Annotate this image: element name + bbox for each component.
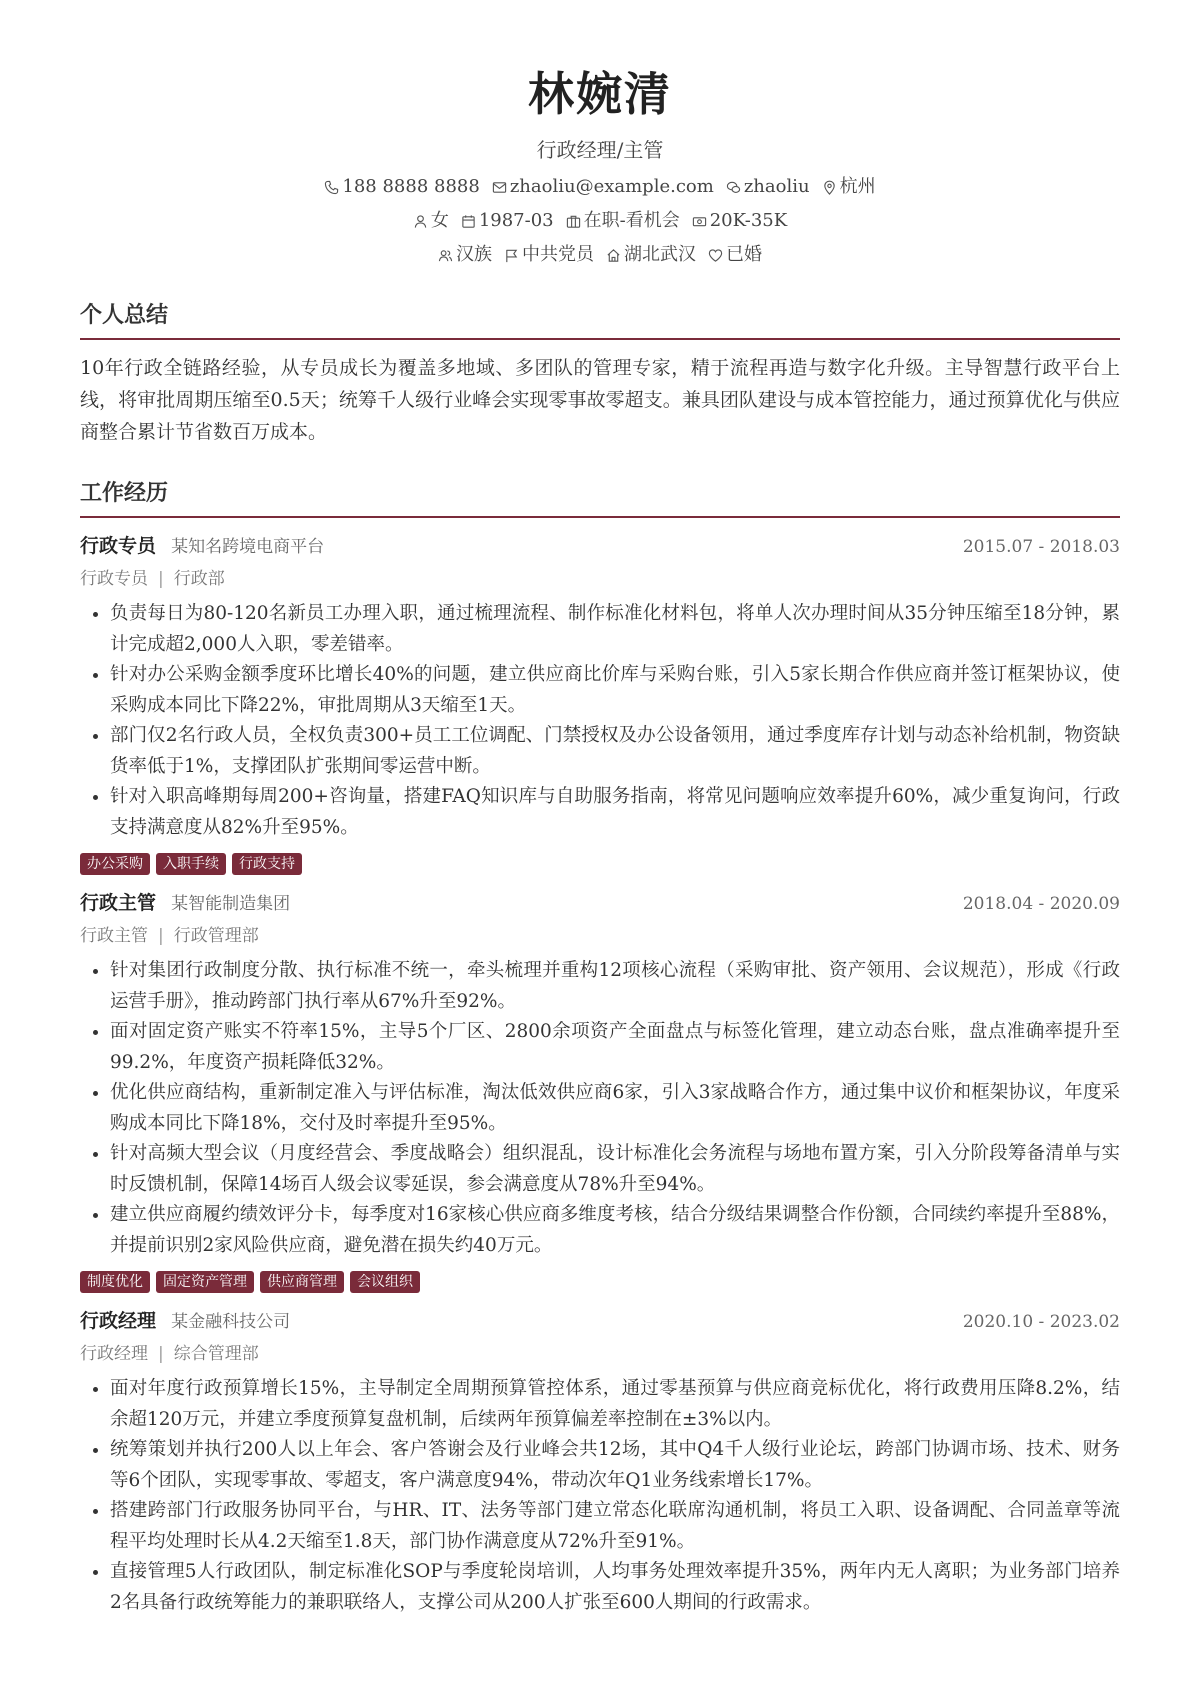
summary-section xyxy=(80,300,1120,448)
separator: | xyxy=(158,926,164,946)
job-department: 行政部 xyxy=(173,569,225,589)
flag-icon xyxy=(504,248,519,263)
job-position: 行政主管 xyxy=(80,926,148,946)
skill-tag: 供应商管理 xyxy=(260,1271,344,1293)
job-tags xyxy=(80,853,1120,875)
job-header xyxy=(80,532,1120,561)
job-department: 行政管理部 xyxy=(173,926,259,946)
job-bullet: • 面对年度行政预算增长15%，主导制定全周期预算管控体系，通过零基预算与供应商竞标优化，将行政费用压降8.2%，结余超120万元，并建立季度预算复盘机制，后续两年预算偏差率控制在±3%以内。 xyxy=(110,1374,1120,1435)
money-icon xyxy=(692,214,707,229)
job-header xyxy=(80,889,1120,918)
job-company: 某知名跨境电商平台 xyxy=(171,537,325,557)
wechat-icon xyxy=(726,180,741,195)
job-date: 2015.07 - 2018.03 xyxy=(962,537,1120,557)
work-title: 工作经历 xyxy=(80,478,1120,518)
phone-icon xyxy=(324,180,339,195)
job-bullets xyxy=(80,1374,1120,1618)
skill-tag: 固定资产管理 xyxy=(156,1271,254,1293)
salary-info xyxy=(692,208,787,234)
summary-text: 10年行政全链路经验，从专员成长为覆盖多地域、多团队的管理专家，精于流程再造与数字化升级。主导智慧行政平台上线，将审批周期压缩至0.5天；统筹千人级行业峰会实现零事故零超支。兼具团队建设与成本管控能力，通过预算优化与供应商整合累计节省数百万成本。 xyxy=(80,357,1120,443)
job-header xyxy=(80,1307,1120,1336)
city-info xyxy=(822,174,876,200)
job-bullets xyxy=(80,956,1120,1261)
job-tags xyxy=(80,1271,1120,1293)
birth-text: 1987-03 xyxy=(478,210,554,231)
briefcase-icon xyxy=(566,214,581,229)
gender-text: 女 xyxy=(430,210,449,231)
party-text: 中共党员 xyxy=(522,244,594,265)
candidate-name: 林婉清 xyxy=(528,67,672,121)
wechat-info xyxy=(726,174,810,200)
hometown-text: 湖北武汉 xyxy=(624,244,696,265)
job-role: 行政专员 xyxy=(80,535,157,557)
job-role: 行政主管 xyxy=(80,892,157,914)
heart-icon xyxy=(708,248,723,263)
salary-text: 20K-35K xyxy=(709,210,788,231)
job-date: 2020.10 - 2023.02 xyxy=(962,1312,1120,1332)
ethnicity-text: 汉族 xyxy=(456,244,492,265)
job-bullet: • 直接管理5人行政团队，制定标准化SOP与季度轮岗培训，人均事务处理效率提升35%，两年内无人离职；为业务部门培养2名具备行政统筹能力的兼职联络人，支撑公司从200人扩张至600人期间的行政需求。 xyxy=(110,1557,1120,1618)
skill-tag: 办公采购 xyxy=(80,853,150,875)
marital-info xyxy=(708,242,762,268)
summary-title: 个人总结 xyxy=(80,300,1120,340)
job-title: 行政经理/主管 xyxy=(536,138,664,162)
status-text: 在职-看机会 xyxy=(583,210,680,231)
mail-icon xyxy=(492,180,507,195)
work-section xyxy=(80,478,1120,1618)
job-entry xyxy=(80,1307,1120,1618)
job-subline xyxy=(80,1340,1120,1368)
job-bullet: • 部门仅2名行政人员，全权负责300+员工工位调配、门禁授权及办公设备领用，通过季度库存计划与动态补给机制，物资缺货率低于1%，支撑团队扩张期间零运营中断。 xyxy=(110,721,1120,782)
job-bullet: • 统筹策划并执行200人以上年会、客户答谢会及行业峰会共12场，其中Q4千人级行业论坛，跨部门协调市场、技术、财务等6个团队，实现零事故、零超支，客户满意度94%，带动次年Q1业务线索增长17%。 xyxy=(110,1435,1120,1496)
job-entry xyxy=(80,889,1120,1293)
job-subline xyxy=(80,922,1120,950)
job-bullet: • 优化供应商结构，重新制定准入与评估标准，淘汰低效供应商6家，引入3家战略合作方，通过集中议价和框架协议，年度采购成本同比下降18%，交付及时率提升至95%。 xyxy=(110,1078,1120,1139)
person-icon xyxy=(413,214,428,229)
skill-tag: 会议组织 xyxy=(350,1271,420,1293)
job-bullet: • 搭建跨部门行政服务协同平台，与HR、IT、法务等部门建立常态化联席沟通机制，将员工入职、设备调配、合同盖章等流程平均处理时长从4.2天缩至1.8天，部门协作满意度从72%升至91%。 xyxy=(110,1496,1120,1557)
people-icon xyxy=(438,248,453,263)
job-company: 某智能制造集团 xyxy=(171,894,291,914)
email-info xyxy=(492,174,714,200)
job-bullet: • 针对高频大型会议（月度经营会、季度战略会）组织混乱，设计标准化会务流程与场地布置方案，引入分阶段筹备清单与实时反馈机制，保障14场百人级会议零延误，参会满意度从78%升至94%。 xyxy=(110,1139,1120,1200)
location-icon xyxy=(822,180,837,195)
job-department: 综合管理部 xyxy=(173,1344,259,1364)
job-bullet: • 针对办公采购金额季度环比增长40%的问题，建立供应商比价库与采购台账，引入5家长期合作供应商并签订框架协议，使采购成本同比下降22%，审批周期从3天缩至1天。 xyxy=(110,660,1120,721)
hometown-info xyxy=(606,242,696,268)
job-bullet: • 负责每日为80-120名新员工办理入职，通过梳理流程、制作标准化材料包，将单人次办理时间从35分钟压缩至18分钟，累计完成超2,000人入职，零差错率。 xyxy=(110,599,1120,660)
phone-text: 188 8888 8888 xyxy=(342,176,480,197)
birth-info xyxy=(461,208,554,234)
separator: | xyxy=(158,569,164,589)
details-row xyxy=(80,208,1120,234)
marital-text: 已婚 xyxy=(726,244,762,265)
job-bullet: • 面对固定资产账实不符率15%，主导5个厂区、2800余项资产全面盘点与标签化管理，建立动态台账，盘点准确率提升至99.2%，年度资产损耗降低32%。 xyxy=(110,1017,1120,1078)
party-info xyxy=(504,242,594,268)
email-text: zhaoliu@example.com xyxy=(509,176,714,197)
ethnicity-info xyxy=(438,242,492,268)
personal-row xyxy=(80,242,1120,268)
job-position: 行政经理 xyxy=(80,1344,148,1364)
job-bullet: • 针对入职高峰期每周200+咨询量，搭建FAQ知识库与自助服务指南，将常见问题响应效率提升60%，减少重复询问，行政支持满意度从82%升至95%。 xyxy=(110,782,1120,843)
wechat-text: zhaoliu xyxy=(743,176,810,197)
job-bullet: • 针对集团行政制度分散、执行标准不统一，牵头梳理并重构12项核心流程（采购审批、资产领用、会议规范），形成《行政运营手册》，推动跨部门执行率从67%升至92%。 xyxy=(110,956,1120,1017)
status-info xyxy=(566,208,680,234)
gender-info xyxy=(413,208,449,234)
job-position: 行政专员 xyxy=(80,569,148,589)
job-date: 2018.04 - 2020.09 xyxy=(962,894,1120,914)
job-bullet: • 建立供应商履约绩效评分卡，每季度对16家核心供应商多维度考核，结合分级结果调整合作份额，合同续约率提升至88%，并提前识别2家风险供应商，避免潜在损失约40万元。 xyxy=(110,1200,1120,1261)
city-text: 杭州 xyxy=(839,176,876,197)
skill-tag: 制度优化 xyxy=(80,1271,150,1293)
job-company: 某金融科技公司 xyxy=(171,1312,291,1332)
phone-info xyxy=(324,174,479,200)
job-subline xyxy=(80,565,1120,593)
home-icon xyxy=(606,248,621,263)
separator: | xyxy=(158,1344,164,1364)
skill-tag: 行政支持 xyxy=(232,853,302,875)
job-bullets xyxy=(80,599,1120,843)
calendar-icon xyxy=(461,214,476,229)
job-role: 行政经理 xyxy=(80,1310,157,1332)
job-entry xyxy=(80,532,1120,875)
contact-row xyxy=(80,174,1120,200)
skill-tag: 入职手续 xyxy=(156,853,226,875)
